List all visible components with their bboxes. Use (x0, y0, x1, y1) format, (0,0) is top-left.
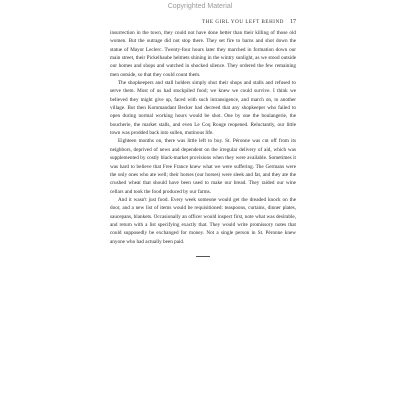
running-head-title: THE GIRL YOU LEFT BEHIND (202, 20, 284, 25)
body-text (110, 29, 296, 246)
paragraph: And it wasn't just food. Every week someone would get the dreaded knock on the door, and a new list of items would be requisitioned: teaspoons, curtains, dinner plates, saucepans, blankets. Occasionally an officer would inspect first, note what was desirable, and return with a list specifying exactly that. They would write promissory notes that could supposedly be exchanged for money. Not a single person in St. Péronne knew anyone who had actually been paid. (110, 196, 296, 245)
paragraph: Eighteen months on, there was little left to buy. St. Péronne was cut off from its neighbors, deprived of news and dependent on the irregular delivery of aid, which was supplemented by costly black-market provisions when they were available. Sometimes it was hard to believe that Free France knew what we were suffering. The Germans were the only ones who ate well; their horses (our horses) were sleek and fat, and they ate the crushed wheat that should have been used to make our bread. They raided our wine cellars and took the food produced by our farms. (110, 138, 296, 195)
paragraph: insurrection in the town, they could not have done better than their killing of those old women. But the outrage did not stop there. They set fire to barns and shot down the statue of Mayor Leclerc. Twenty-four hours later they marched in formation down our main street, their Pickelhaube helmets shining in the wintry sunlight, as we stood outside our homes and shops and watched in shocked silence. They ordered the few remaining men outside, so that they could count them. (110, 30, 296, 78)
page-number: 17 (290, 19, 296, 25)
paragraph: The shopkeepers and stall holders simply shut their shops and stalls and refused to serve them. Most of us had stockpiled food; we knew we could survive. I think we believed they might give up, faced with such intransigence, and march on, to another village. But then Kommandant Becker had decreed that any shopkeeper who failed to open during normal working hours would be shot. One by one the boulangerie, the boucherie, the market stalls, and even Le Coq Rouge reopened. Reluctantly, our little town was prodded back into sullen, mutinous life. (110, 80, 296, 137)
section-break-rule (196, 256, 210, 257)
book-page (110, 18, 296, 257)
copyright-watermark: Copyrighted Material (167, 3, 233, 10)
running-head (110, 18, 296, 26)
